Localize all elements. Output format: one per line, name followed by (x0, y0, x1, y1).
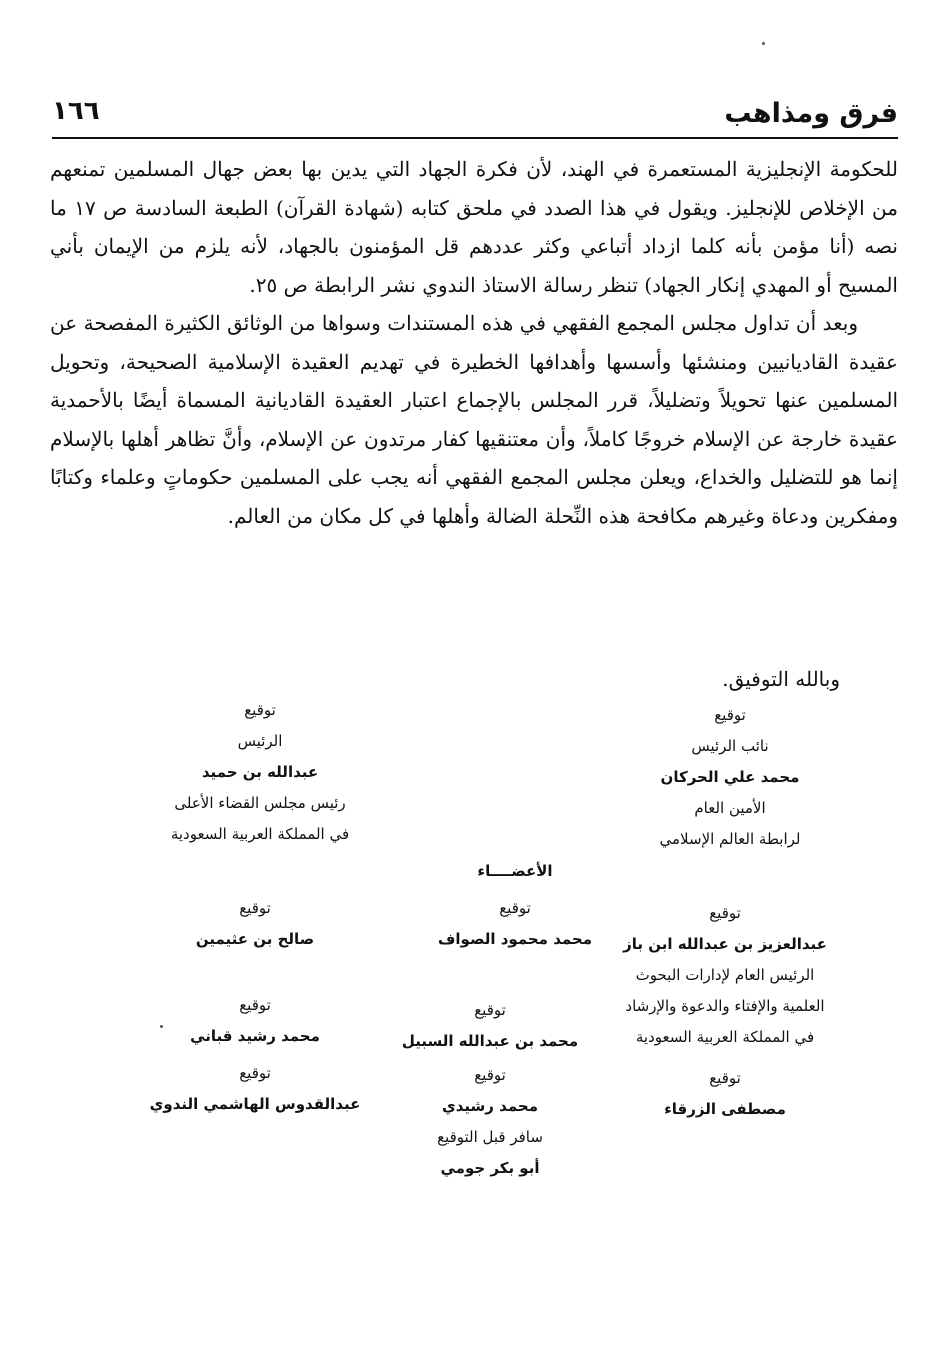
signatory-note: سافر قبل التوقيع (437, 1128, 543, 1146)
signatory-position: رئيس مجلس القضاء الأعلى (174, 794, 346, 812)
member-block (130, 990, 380, 1052)
signatory-name: عبدالله بن حميد (201, 763, 319, 781)
vice-president-block (610, 700, 850, 855)
signature-label: توقيع (239, 899, 271, 917)
member-block (130, 893, 380, 955)
paragraph-1: للحكومة الإنجليزية المستعمرة في الهند، لأن فكرة الجهاد التي يدين بها بعض جهال المسلمين تمنعهم من الإخلاص للإنجليز. ويقول في هذا الصدد في ملحق كتابه (شهادة القرآن) الطبعة السادسة ص ١٧ ما نصه (أنا مؤمن بأنه كلما ازداد أتباعي وكثر عددهم قل المؤمنون بالجهاد، لأنه يلزم من الإيمان بأني المسيح أو المهدي إنكار الجهاد) تنظر رسالة الاستاذ الندوي نشر الرابطة ص ٢٥. (50, 157, 898, 297)
page-header (52, 92, 898, 132)
president-block (140, 695, 380, 850)
signatory-position: العلمية والإفتاء والدعوة والإرشاد (625, 997, 825, 1015)
signatory-name: محمد محمود الصواف (437, 930, 593, 948)
body-text (50, 150, 898, 535)
signatory-name: محمد بن عبدالله السبيل (401, 1032, 579, 1050)
header-rule (52, 137, 898, 139)
paragraph-2: وبعد أن تداول مجلس المجمع الفقهي في هذه المستندات وسواها من الوثائق الكثيرة المفصحة عن عقيدة القاديانيين ومنشئها وأسسها وأهدافها الخطيرة في تهديم العقيدة الإسلامية الصحيحة، وتحويل المسلمين عنها تحويلاً وتضليلاً، قرر المجلس بالإجماع اعتبار العقيدة القاديانية المسماة أيضًا بالأحمدية عقيدة خارجة عن الإسلام خروجًا كاملاً، وأن معتنقيها كفار مرتدون عن الإسلام، وأنَّ تظاهر أهلها بالإسلام إنما هو للتضليل والخداع، ويعلن مجلس المجمع الفقهي أنه يجب على المسلمين حكوماتٍ وعلماء وكتابًا ومفكرين ودعاة وغيرهم مكافحة هذه النِّحلة الضالة وأهلها في كل مكان من العالم. (50, 311, 898, 528)
signatory-position: الأمين العام (694, 799, 766, 817)
signature-label: توقيع (239, 1064, 271, 1082)
signatory-name: محمد رشيدي (442, 1097, 538, 1115)
signature-label: توقيع (474, 1001, 506, 1019)
signatory-name: مصطفى الزرقاء (664, 1100, 786, 1118)
closing-line: وبالله التوفيق. (722, 667, 840, 691)
signature-label: توقيع (499, 899, 531, 917)
member-block (365, 1060, 615, 1184)
signature-label: توقيع (239, 996, 271, 1014)
signatory-name: محمد رشيد قباني (190, 1027, 320, 1045)
member-block (365, 995, 615, 1057)
member-block (600, 1063, 850, 1125)
signature-label: توقيع (709, 1069, 741, 1087)
signature-label: توقيع (709, 904, 741, 922)
signatory-name: صالح بن عثيمين (195, 930, 315, 948)
members-heading: الأعضــــاء (477, 862, 553, 880)
page-number: ١٦٦ (52, 96, 100, 126)
signatory-organization: لرابطة العالم الإسلامي (659, 830, 801, 848)
signatory-name: محمد علي الحركان (660, 768, 800, 786)
scan-speck (160, 1025, 163, 1028)
signatory-name: أبو بكر جومي (440, 1159, 540, 1177)
member-block (130, 1058, 380, 1120)
book-title: فرق ومذاهب (724, 98, 898, 129)
scan-speck (762, 42, 765, 45)
signatory-name: عبدالقدوس الهاشمي الندوي (149, 1095, 361, 1113)
signature-label: توقيع (244, 701, 276, 719)
signatory-title: نائب الرئيس (691, 737, 769, 755)
signatory-name: عبدالعزيز بن عبدالله ابن باز (623, 935, 827, 953)
signatory-country: في المملكة العربية السعودية (635, 1028, 815, 1046)
member-block (390, 893, 640, 955)
signatory-title: الرئيس (237, 732, 283, 750)
signature-label: توقيع (714, 706, 746, 724)
signatory-country: في المملكة العربية السعودية (170, 825, 350, 843)
signatory-position: الرئيس العام لإدارات البحوث (635, 966, 815, 984)
signature-label: توقيع (474, 1066, 506, 1084)
